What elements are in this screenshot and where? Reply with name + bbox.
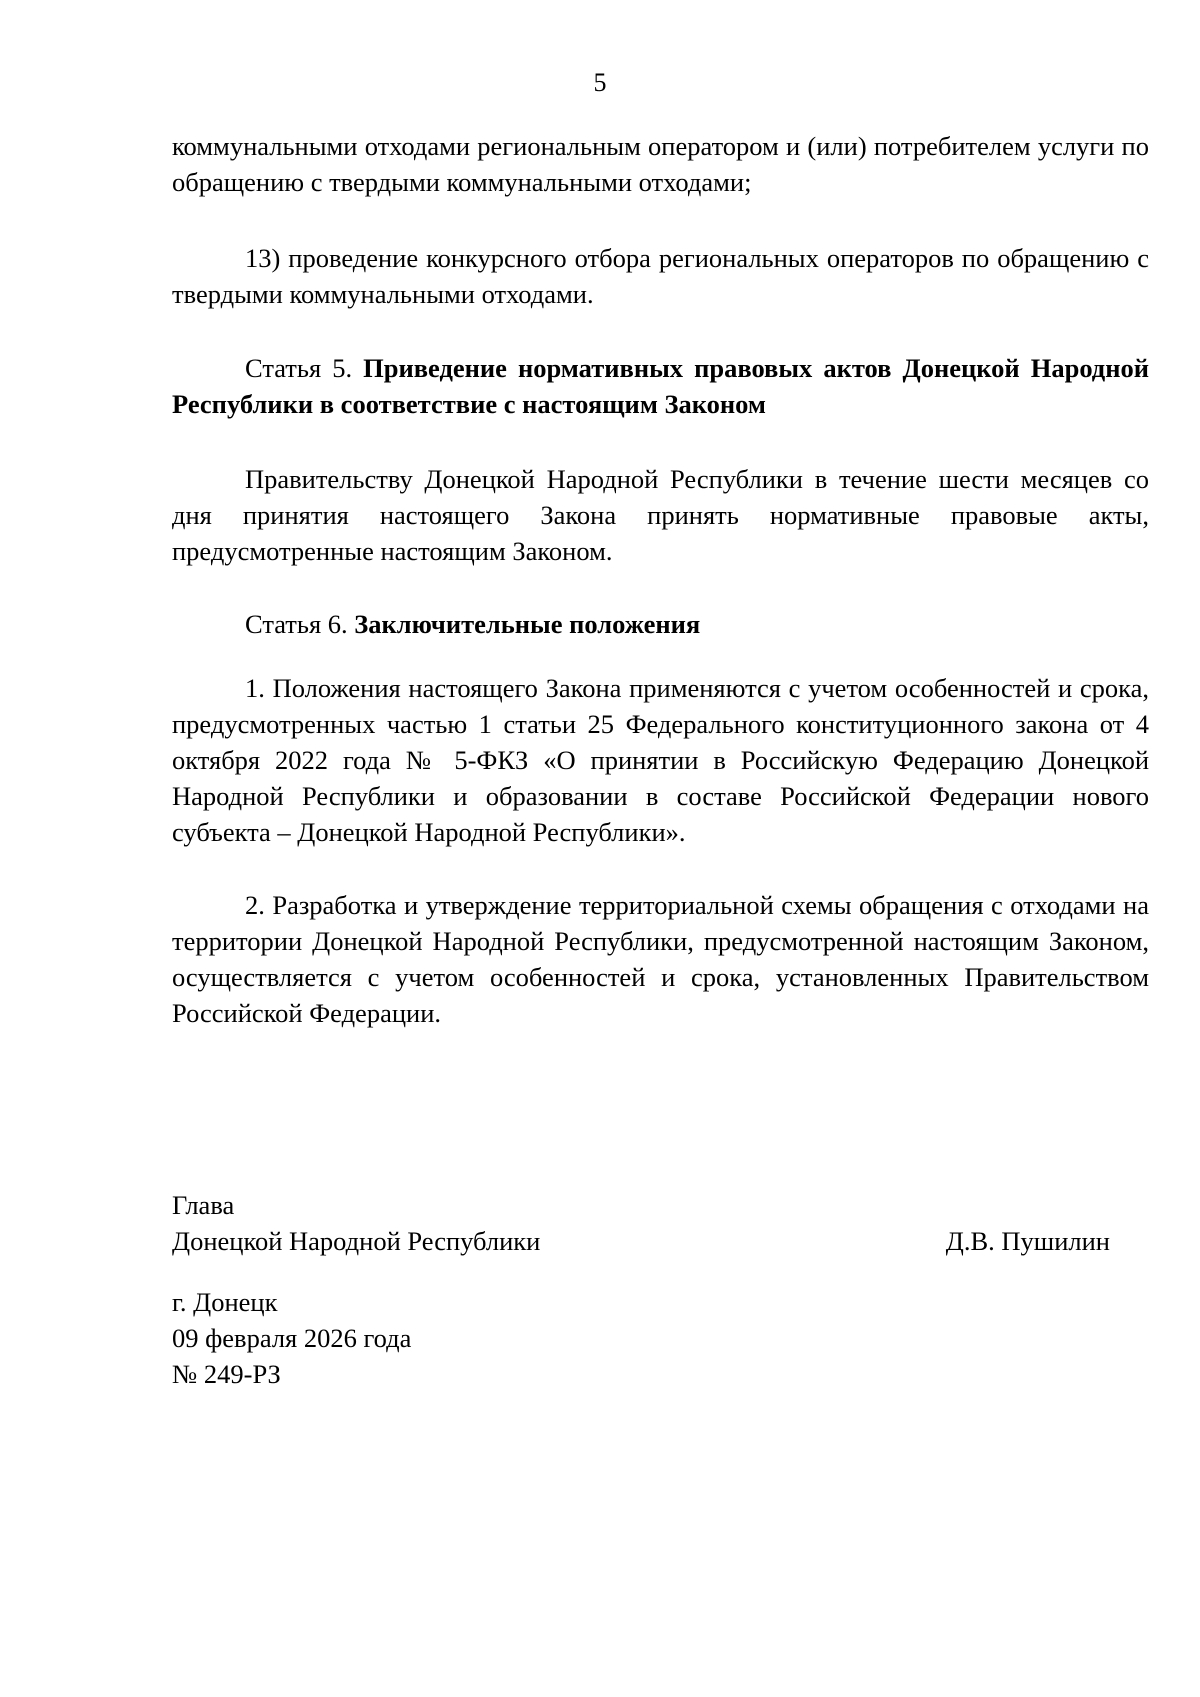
signature-position-line-1: Глава (172, 1190, 235, 1220)
article-5-heading (172, 350, 1149, 422)
article-6-heading (172, 606, 1149, 642)
city: г. Донецк (172, 1287, 278, 1317)
page-number: 5 (593, 68, 607, 97)
place-date-block (172, 1284, 411, 1392)
date: 09 февраля 2026 года (172, 1323, 412, 1353)
law-number: № 249-РЗ (172, 1359, 281, 1389)
article-5-text: Правительству Донецкой Народной Республики в течение шести месяцев со дня принятия настоящего Закона принять нормативные правовые акты, предусмотренные настоящим Законом. (172, 464, 1149, 566)
article-5-title: Приведение нормативных правовых актов Донецкой Народной Республики в соответствие с настоящим Законом (172, 353, 1149, 419)
article-6-label: Статья 6. (245, 609, 355, 639)
signature-name: Д.В. Пушилин (945, 1226, 1110, 1256)
article-6-title: Заключительные положения (354, 609, 701, 639)
article-5-label: Статья 5. (245, 353, 364, 383)
paragraph-continuation: коммунальными отходами региональным оператором и (или) потребителем услуги по обращению с твердыми коммунальными отходами; (172, 131, 1149, 197)
article-6-paragraph-1: 1. Положения настоящего Закона применяются с учетом особенностей и срока, предусмотренных частью 1 статьи 25 Федерального конституционного закона от 4 октября 2022 года № 5-ФКЗ «О принятии в Российскую Федерацию Донецкой Народной Республики и образовании в составе Российской Федерации нового субъекта – Донецкой Народной Республики». (172, 673, 1149, 847)
article-6-paragraph-2: 2. Разработка и утверждение территориальной схемы обращения с отходами на территории Донецкой Народной Республики, предусмотренной настоящим Законом, осуществляется с учетом особенностей и срока, установленных Правительством Российской Федерации. (172, 890, 1149, 1028)
signature-position (172, 1187, 540, 1259)
list-item-13: 13) проведение конкурсного отбора региональных операторов по обращению с твердыми коммунальными отходами. (172, 243, 1149, 309)
signature-position-line-2: Донецкой Народной Республики (172, 1226, 541, 1256)
